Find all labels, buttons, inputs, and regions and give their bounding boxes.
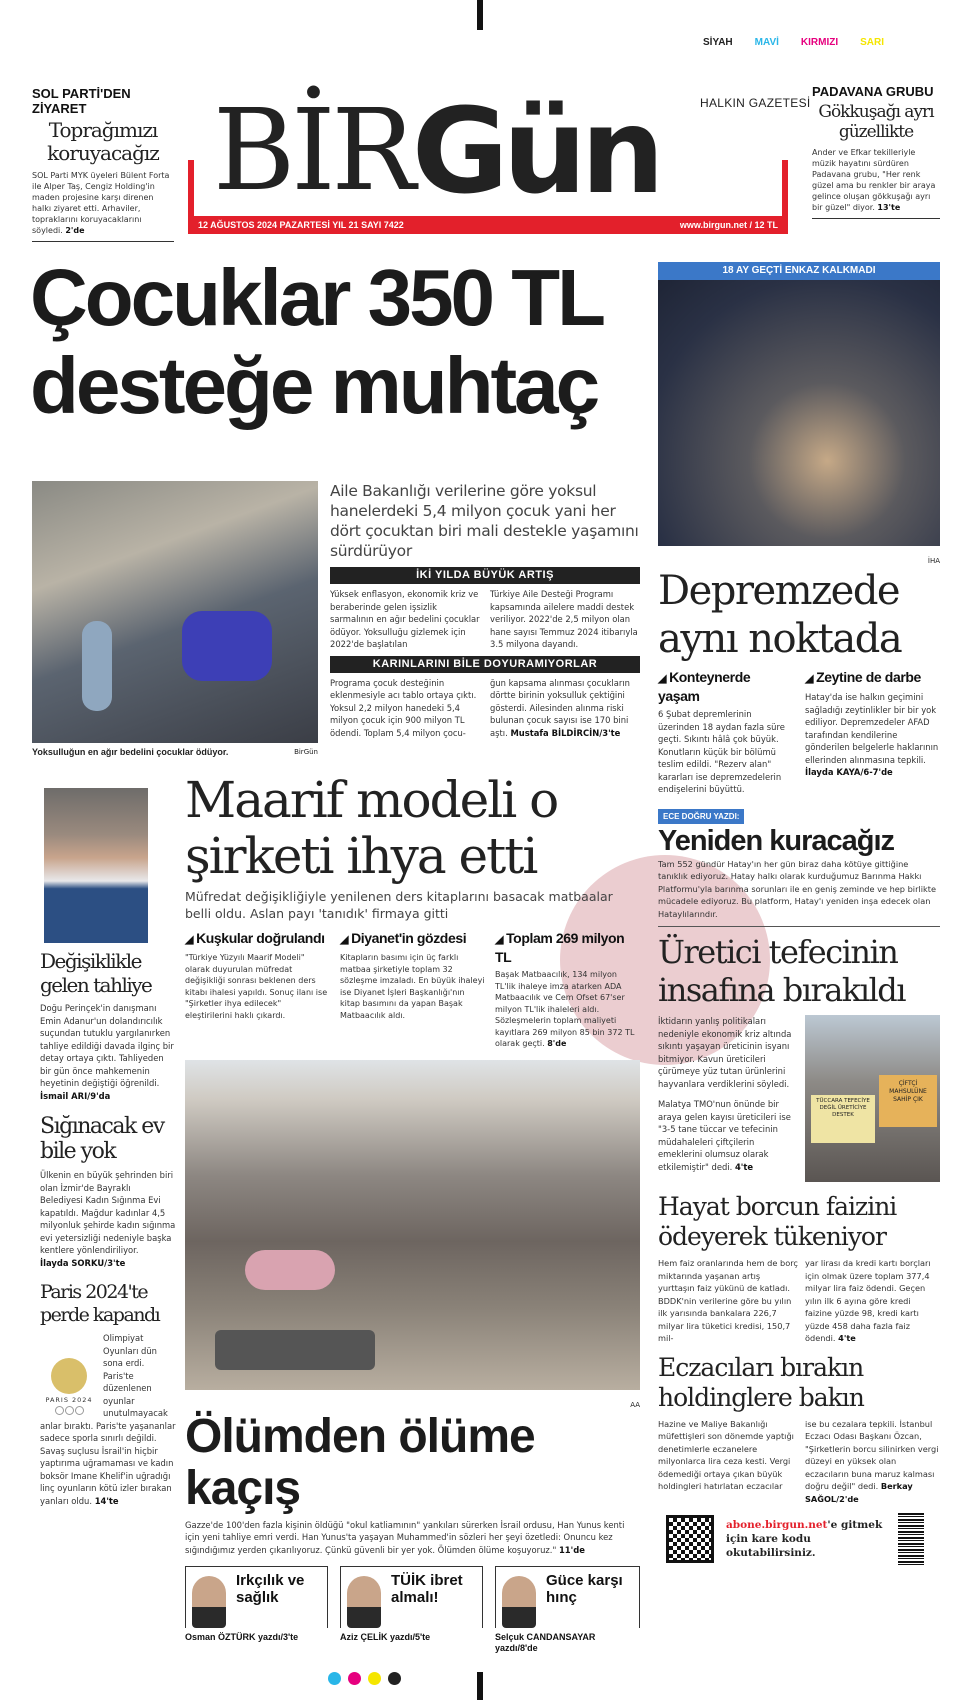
farmers-p2: Malatya TMO'nun önünde bir araya gelen kayısı üreticileri ise "3-5 tane tüccar ve tefecinin müdahaleleri çiftçilerin emeklerini olumsuz olarak etkilemiştir" dedi. — [658, 1099, 791, 1172]
color-label-cyan: MAVİ — [754, 37, 779, 48]
children-photo — [32, 481, 318, 743]
teaser-kicker: PADAVANA GRUBU — [812, 84, 934, 99]
top-left-teaser[interactable] — [32, 86, 174, 242]
columnist-title: Irkçılık ve sağlık — [236, 1572, 305, 1606]
protest-photo — [805, 1015, 940, 1182]
sub-body: Kitapların basımı için üç farklı matbaa şirketiyle toplam 32 sözleşme imzaladı. En büyük ihaleyi ise Diyanet İşleri Başkanlığı'nın kitap basımını da yapan Başak Matbaacılık aldı. — [340, 953, 485, 1020]
teaser-body: SOL Parti MYK üyeleri Bülent Forta ile Alper Taş, Cengiz Holding'in maden projesine karşı direnen halkı ziyaret etti. Arhaviler, topraklarını koruyacaklarını söyledi. — [32, 171, 170, 235]
right-column — [658, 262, 940, 1565]
ref: 4'te — [838, 1333, 856, 1343]
farmers-headline[interactable]: Üretici tefecinin insafına bırakıldı — [658, 933, 905, 1009]
byline: İlayda KAYA/6-7'de — [805, 767, 893, 777]
teaser-title: Toprağımızı koruyacağız — [47, 118, 159, 165]
ref: 4'te — [734, 1161, 754, 1172]
qr-code[interactable] — [666, 1515, 714, 1563]
debt-col: yar lirası da kredi kartı borçları için olmak üzere toplam 377,4 milyar lira faiz ödendi. Geçen yılın ilk 6 ayına göre kredi faizine yüzde 98, kredi kartı yüzde 458 daha fazla faiz ödendi. — [805, 1258, 931, 1343]
color-label-yellow: SARI — [860, 37, 885, 48]
byline: İlayda SORKU/3'te — [40, 1257, 126, 1268]
columnist-byline: Aziz ÇELİK yazdı/5'te — [340, 1632, 431, 1642]
column-label: ECE DOĞRU YAZDI: — [658, 809, 744, 824]
ref: 8'de — [547, 1039, 567, 1048]
photo-credit: AA — [630, 1400, 640, 1409]
protest-sign: TÜCCARA TEFECİYE DEĞİL ÜRETİCİYE DESTEK — [811, 1095, 875, 1143]
teaser-title: Gökkuşağı ayrı güzellikte — [818, 102, 934, 142]
quake-photo — [658, 262, 940, 546]
subscribe-link[interactable]: abone.birgun.net — [726, 1519, 828, 1531]
columnist-box[interactable] — [340, 1566, 483, 1643]
columnist-title: TÜİK ibret almalı! — [391, 1572, 463, 1606]
sub-title: ◢ Diyanet'in gözdesi — [340, 930, 485, 949]
left-title[interactable]: Paris 2024'te perde kapandı — [40, 1281, 160, 1326]
section-col: ğun kapsama alınması çocukların dörtte birinin yoksulluk çektiğini gösterdi. Ailesinden alınma riski bulunan çocuk sayısı ise 170 bini aştı. — [490, 677, 630, 738]
section-title: KARINLARINI BİLE DOYURAMIYORLAR — [330, 656, 640, 673]
section-title: İKİ YILDA BÜYÜK ARTIŞ — [330, 567, 640, 584]
protest-sign: ÇİFTÇİ MAHSULÜNE SAHİP ÇIK — [879, 1075, 937, 1127]
columnist-photo — [502, 1576, 536, 1628]
sub-body: "Türkiye Yüzyılı Maarif Modeli" olarak duyurulan müfredat değişikliği sonrası beklenen ders kitabı ihalesi yapıldı. Sonuç ilanı ise "Şirketler ihya edilecek" eleştirilerini haklı çıkardı. — [185, 953, 328, 1020]
column-body: Tam 552 gündür Hatay'ın her gün biraz daha kötüye gittiğine tanıklık ediyoruz. Hatay halkı olarak kurduğumuz Barınma Hakkı Platformu'yla barınma sorunları ile en geniş zeminde ve hep birlikte mücadele ediyoruz. Bu platform, Hatay'ı yeniden inşa edecek olan Hataylılarındır. — [658, 858, 936, 919]
barcode — [898, 1513, 924, 1565]
columnist-photo — [192, 1576, 226, 1628]
sub-body: 6 Şubat depremlerinin üzerinden 18 aydan fazla süre geçti. Sıkıntı hâlâ çok büyük. Konutların küçük bir bölümü teslim edildi. "Rezerv alan" kararları ise depremzedelerin endişelerini büyüttü. — [658, 709, 785, 794]
masthead-slogan: HALKIN GAZETESİ — [700, 96, 811, 110]
sub-title: ◢ Toplam 269 milyon TL — [495, 930, 640, 966]
photo-credit: BirGün — [294, 748, 318, 756]
left-title[interactable]: Değişiklikle gelen tahliye — [40, 949, 152, 997]
quake-headline[interactable]: Depremzede aynı noktada — [658, 568, 902, 662]
teaser-kicker: SOL PARTİ'DEN ZİYARET — [32, 86, 131, 116]
maarif-deck: Müfredat değişikliğiyle yenilenen ders kitaplarını basacak matbaalar belli oldu. Aslan payı 'tanıdık' firmaya gitti — [185, 889, 613, 921]
gaza-photo — [185, 1060, 640, 1390]
byline: Mustafa BİLDİRCİN/3'te — [510, 727, 621, 738]
debt-headline[interactable]: Hayat borcun faizini ödeyerek tükeniyor — [658, 1192, 897, 1251]
color-label-magenta: KIRMIZI — [800, 37, 839, 48]
columnist-title: Güce karşı hınç — [546, 1572, 623, 1606]
sub-title: ◢ Kuşkular doğrulandı — [185, 930, 330, 949]
byline: 14'te — [94, 1495, 119, 1506]
columnist-box[interactable] — [495, 1566, 640, 1654]
teaser-body: Ander ve Efkar tekilleriyle müzik hayatını sürdüren Padavana grubu, "Her renk güzel ama bu renkler bir araya gelince oluşan gökkuşağı ayrı bir güzel" diyor. — [812, 148, 936, 212]
date-line: 12 AĞUSTOS 2024 PAZARTESİ YIL 21 SAYI 7422 — [198, 220, 404, 230]
farmers-p1: İktidarın yanlış politikaları nedeniyle ekonomik kriz altında sıkıntı yaşayan üreticinin isyanı bitmiyor. Kavun üreticileri çürümeye yüz tutan ürünlerini hayvanlara verdiklerini söyledi. — [658, 1016, 792, 1089]
pharma-col: Hazine ve Maliye Bakanlığı müfettişleri son dönemde yaptığı denetimlerle eczanelere milyonlarca lira ceza kesti. Vergi ödemediği ortaya çıkan büyük holdingleri hatırlatan eczacılar — [658, 1418, 794, 1491]
ref: 11'de — [558, 1544, 585, 1555]
gaza-headline[interactable]: Ölümden ölüme kaçış — [185, 1409, 535, 1515]
left-body: Ülkenin en büyük şehrinden biri olan İzmir'de Bayraklı Belediyesi Kadın Sığınma Evi kapatıldı. Mağdur kadınlar 4,5 milyonluk şehirde kadın sığınma evi yetersizliği nedeniyle başka kentlere yönlendiriliyor. — [40, 1170, 176, 1255]
teaser-ref: 2'de — [65, 226, 85, 235]
maarif-headline[interactable]: Maarif modeli o şirketi ihya etti — [185, 771, 558, 885]
column-title[interactable]: Yeniden kuracağız — [658, 824, 895, 857]
lead-headline[interactable]: Çocuklar 350 TL desteğe muhtaç — [30, 253, 602, 430]
main-column — [32, 481, 640, 1654]
photo-banner: 18 AY GEÇTİ ENKAZ KALKMADI — [658, 262, 940, 280]
left-body: Doğu Perinçek'in danışmanı Emin Adanur'un dolandırıcılık suçundan tutuklu yargılanırken tahliye edildiği davada ilginç bir detay ortaya çıktı. Tahliyeden bir gün önce mahkemenin heyetinin değiştiği öğrenildi. — [40, 1003, 174, 1088]
print-color-dots — [328, 1672, 401, 1685]
left-title[interactable]: Sığınacak ev bile yok — [40, 1114, 164, 1164]
section-col: Yüksek enflasyon, ekonomik kriz ve beraberinde gelen işsizlik sarmalının en ağır bedelini çocuklar ödüyor. Yoksulluğu gizlemek için 2022'de başlatılan — [330, 589, 480, 649]
columnist-photo — [347, 1576, 381, 1628]
lead-deck: Aile Bakanlığı verilerine göre yoksul hanelerdeki 5,4 milyon çocuk yani her dört çocuktan biri mali destekle yaşamını sürdürüyor — [330, 482, 639, 560]
teaser-ref: 13'te — [877, 203, 901, 212]
logo-bir: BİR — [213, 86, 412, 214]
sub-title: ◢ Zeytine de darbe — [805, 669, 940, 688]
byline: İsmail ARI/9'da — [40, 1090, 111, 1101]
columnist-byline: Osman ÖZTÜRK yazdı/3'te — [185, 1632, 299, 1642]
sub-body: Hatay'da ise halkın geçimini sağladığı zeytinlikler bir bir yok ediliyor. Depremzedeler AFAD tarafından kendilerine gönderilen belgelerle haklarının ellerinden alınmasına tepkili. — [805, 692, 939, 765]
site-price[interactable]: www.birgun.net / 12 TL — [679, 220, 778, 230]
registration-mark — [477, 0, 483, 30]
masthead-date-bar — [188, 216, 788, 234]
columnist-box[interactable] — [185, 1566, 328, 1643]
photo-credit: İHA — [927, 557, 940, 565]
sub-title: ◢ Konteynerde yaşam — [658, 669, 793, 705]
subscribe-text[interactable] — [726, 1518, 886, 1560]
print-color-labels — [703, 37, 884, 48]
registration-mark — [477, 1672, 483, 1700]
masthead-logo[interactable] — [205, 80, 667, 214]
pharma-headline[interactable]: Eczacıları bırakın holdinglere bakın — [658, 1352, 864, 1412]
divider — [658, 926, 940, 927]
debt-col: Hem faiz oranlarında hem de borç miktarında yaşanan artış yurttaşın faiz yükünü de katladı. BDDK'nin verilerine göre bu yılın ilk yarısında bankalara 226,7 milyar lira tüketici kredisi, 150,7 mil- — [658, 1258, 798, 1343]
subscribe-rest: 'e gitmek için kare kodu okutabilirsiniz. — [726, 1519, 883, 1559]
left-body: Olimpiyat Oyunları dün sona erdi. Paris'te düzenlenen oyunlar unutulmayacak anlar bıraktı. Paris'te yaşananlar sadece sporla sınırlı değildi. Savaş suçlusu İsrail'in hiçbir yaptırıma uğramaması ve kadın boksör Imane Khelif'in uğradığı linç oyunların kötü izler bırakan yanları oldu. — [40, 1333, 176, 1506]
paris-logo-text: PARIS 2024 — [45, 1396, 93, 1404]
top-right-teaser[interactable] — [812, 84, 940, 219]
pharma-col: ise bu cezalara tepkili. İstanbul Eczacı Odası Başkanı Özcan, "Şirketlerin borcu silinirken vergi düzeyi en yüksek olan eczacıların buna maruz kalması doğru değil" dedi. — [805, 1418, 939, 1491]
color-label-black: SİYAH — [703, 37, 733, 48]
logo-gun: Gün — [411, 82, 659, 214]
columnist-byline: Selçuk CANDANSAYAR yazdı/8'de — [495, 1632, 596, 1653]
sub-body: Başak Matbaacılık, 134 milyon TL'lik ihaleye imza atarken ADA Matbaacılık ve Cem Ofset 67'ser milyon TL'lik ihaleleri aldı. Sözleşmelerin toplam maliyeti kayıtlara 269 milyon 85 bin 372 TL olarak geçti. — [495, 970, 635, 1048]
byline: Berkay SAĞOL/2'de — [805, 1481, 913, 1504]
gaza-body: Gazze'de 100'den fazla kişinin öldüğü "okul katliamının" yankıları sürerken İsrail ordusu, Han Yunus kenti için yeni tahliye emri verdi. Han Yunus'ta yaşayan Muhammed'in sözleri her şeyi özetledi: Onuncu kez sığındığımız yerden çıkarılıyoruz. Çünkü güvenli bir yer yok. Ölümden ölüme koşuyoruz." — [185, 1519, 625, 1555]
photo-caption: Yoksulluğun en ağır bedelini çocuklar ödüyor. — [32, 747, 229, 757]
section-col: Programa çocuk desteğinin eklenmesiyle acı tablo ortaya çıktı. Yoksul 2,2 milyon hanedeki 5,4 milyon çocuk için 900 milyon TL ödendi. Toplam 5,4 milyon çocu- — [330, 677, 477, 738]
section-col: Türkiye Aile Desteği Programı kapsamında ailelere maddi destek veriliyor. 2022'de 2,5 milyon olan hane sayısı Temmuz 2024 itibarıyla 3.5 milyona dayandı. — [490, 589, 638, 649]
